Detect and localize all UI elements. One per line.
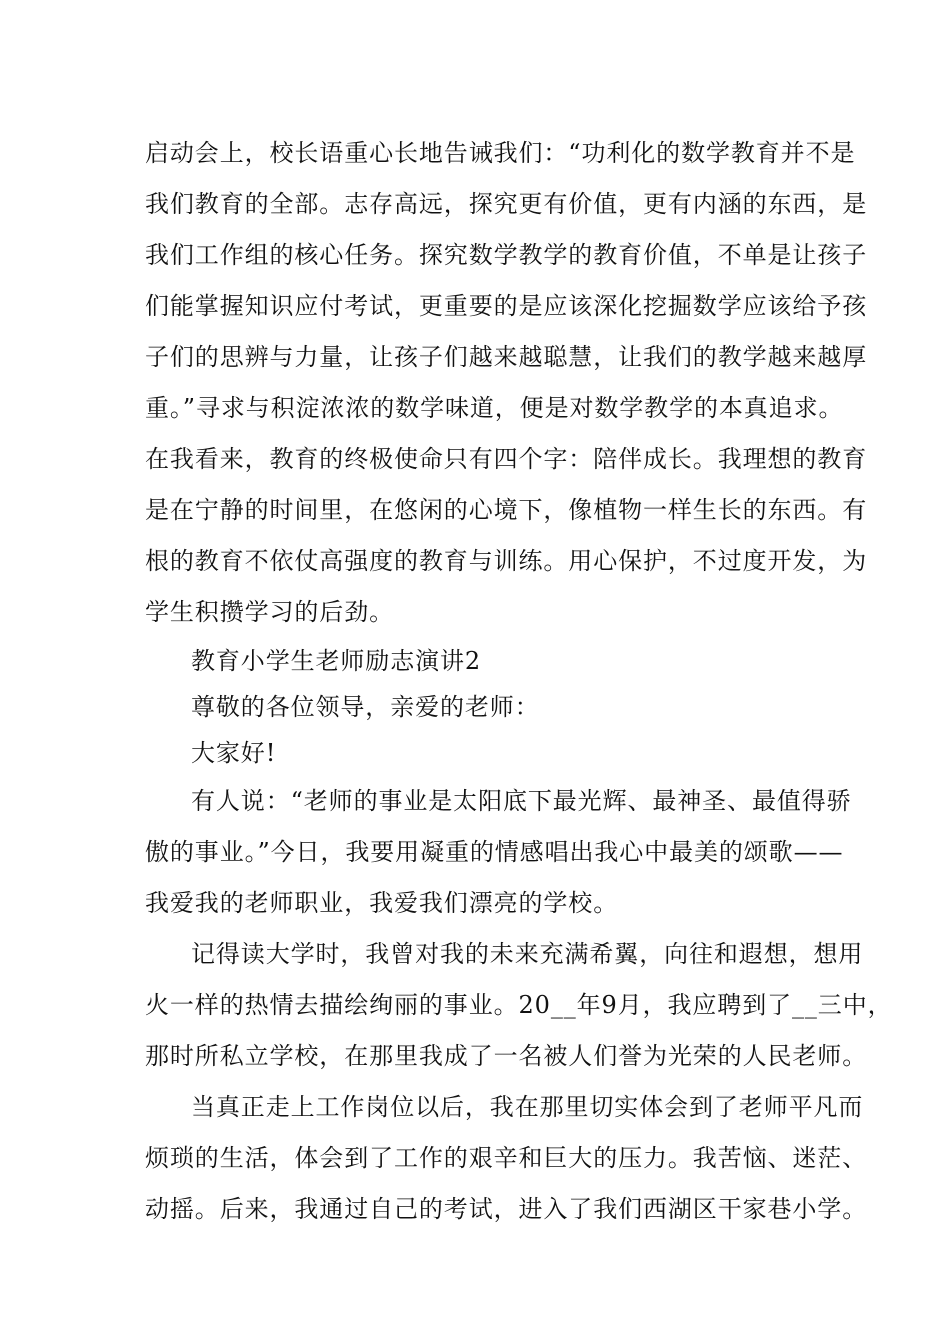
text-line: 动摇。后来，我通过自己的考试，进入了我们西湖区干家巷小学。	[145, 1195, 868, 1223]
text-line: 子们的思辨与力量，让孩子们越来越聪慧，让我们的教学越来越厚	[145, 343, 868, 371]
text-line: 我爱我的老师职业，我爱我们漂亮的学校。	[145, 889, 619, 917]
text-line: 有人说：“老师的事业是太阳底下最光辉、最神圣、最值得骄	[191, 787, 852, 815]
text-line: 在我看来，教育的终极使命只有四个字：陪伴成长。我理想的教育	[145, 445, 868, 473]
salutation: 尊敬的各位领导，亲爱的老师：	[191, 693, 540, 721]
text-line: 学生积攒学习的后劲。	[145, 598, 394, 626]
paragraph-3	[145, 929, 893, 1082]
text-line: 傲的事业。”今日，我要用凝重的情感唱出我心中最美的颂歌——	[145, 838, 844, 866]
document-body	[145, 128, 893, 1235]
text-line: 们能掌握知识应付考试，更重要的是应该深化挖掘数学应该给予孩	[145, 292, 868, 320]
text-line: 记得读大学时，我曾对我的未来充满希翼，向往和遐想，想用	[191, 940, 864, 968]
paragraph-4	[145, 1082, 868, 1235]
text-line: 根的教育不依仗高强度的教育与训练。用心保护，不过度开发，为	[145, 547, 868, 575]
text-line: 我们工作组的核心任务。探究数学教学的教育价值，不单是让孩子	[145, 241, 868, 269]
paragraph-1	[145, 128, 868, 638]
text-line: 烦琐的生活，体会到了工作的艰辛和巨大的压力。我苦恼、迷茫、	[145, 1144, 868, 1172]
text-line: 是在宁静的时间里，在悠闲的心境下，像植物一样生长的东西。有	[145, 496, 868, 524]
text-line: 火一样的热情去描绘绚丽的事业。20__年9月，我应聘到了__三中，	[145, 991, 893, 1019]
text-line: 我们教育的全部。志存高远，探究更有价值，更有内涵的东西，是	[145, 190, 868, 218]
paragraph-2	[145, 776, 852, 929]
text-line: 重。”寻求与积淀浓浓的数学味道，便是对数学教学的本真追求。	[145, 394, 844, 422]
text-line: 当真正走上工作岗位以后，我在那里切实体会到了老师平凡而	[191, 1093, 864, 1121]
text-line: 启动会上，校长语重心长地告诫我们：“功利化的数学教育并不是	[145, 139, 856, 167]
text-line: 那时所私立学校，在那里我成了一名被人们誉为光荣的人民老师。	[145, 1042, 868, 1070]
section-title: 教育小学生老师励志演讲2	[191, 647, 482, 675]
greeting: 大家好!	[191, 739, 277, 767]
